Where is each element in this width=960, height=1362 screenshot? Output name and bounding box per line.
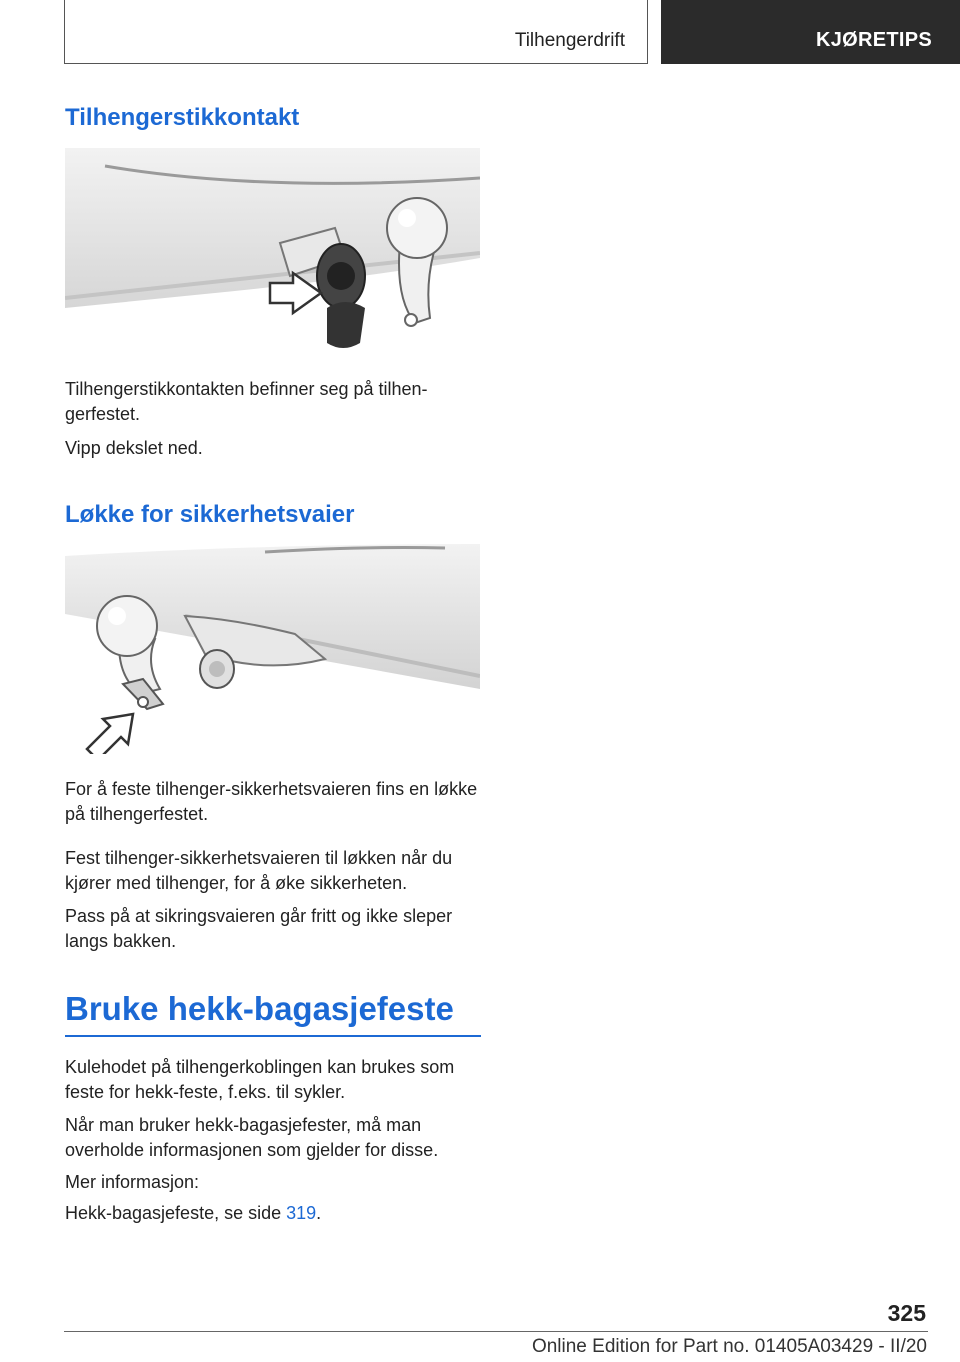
heading-safety-cable-loop: Løkke for sikkerhetsvaier bbox=[65, 501, 355, 528]
header-frame bbox=[64, 0, 648, 64]
trailer-socket-illustration bbox=[65, 148, 480, 358]
safety-cable-loop-illustration bbox=[65, 544, 480, 754]
chapter-tab-label: KJØRETIPS bbox=[816, 29, 933, 51]
chapter-tab bbox=[661, 0, 960, 64]
paragraph: Fest tilhenger-sikkerhetsvaieren til løkken når du kjører med tilhenger, for å øke sikkerheten. bbox=[65, 848, 453, 893]
page-link-319[interactable]: 319 bbox=[286, 1203, 317, 1223]
heading-trailer-socket: Tilhengerstikkontakt bbox=[65, 104, 300, 131]
heading-rear-carrier: Bruke hekk-bagasjefeste bbox=[65, 990, 481, 1037]
paragraph: Mer informasjon: bbox=[65, 1172, 200, 1192]
cross-reference bbox=[65, 1201, 485, 1226]
page-number: 325 bbox=[887, 1300, 926, 1326]
paragraph: Når man bruker hekk-bagasjefester, må man overholde informasjonen som gjelder for disse. bbox=[65, 1115, 439, 1160]
paragraph: Tilhengerstikkontakten befinner seg på tilhen-gerfestet. bbox=[65, 379, 428, 424]
cross-reference-text: Hekk-bagasjefeste, se side bbox=[65, 1203, 287, 1223]
footer-divider bbox=[64, 1331, 928, 1332]
edition-info: Online Edition for Part no. 01405A03429 - II/20 bbox=[531, 1336, 927, 1357]
paragraph: Kulehodet på tilhengerkoblingen kan brukes som feste for hekk-feste, f.eks. til sykler. bbox=[65, 1057, 455, 1102]
paragraph: Pass på at sikringsvaieren går fritt og ikke sleper langs bakken. bbox=[65, 906, 453, 951]
cross-reference-suffix: . bbox=[316, 1203, 322, 1223]
section-title: Tilhengerdrift bbox=[514, 30, 625, 51]
paragraph: Vipp dekslet ned. bbox=[65, 438, 203, 458]
paragraph: For å feste tilhenger-sikkerhetsvaieren fins en løkke på tilhengerfestet. bbox=[65, 779, 478, 824]
